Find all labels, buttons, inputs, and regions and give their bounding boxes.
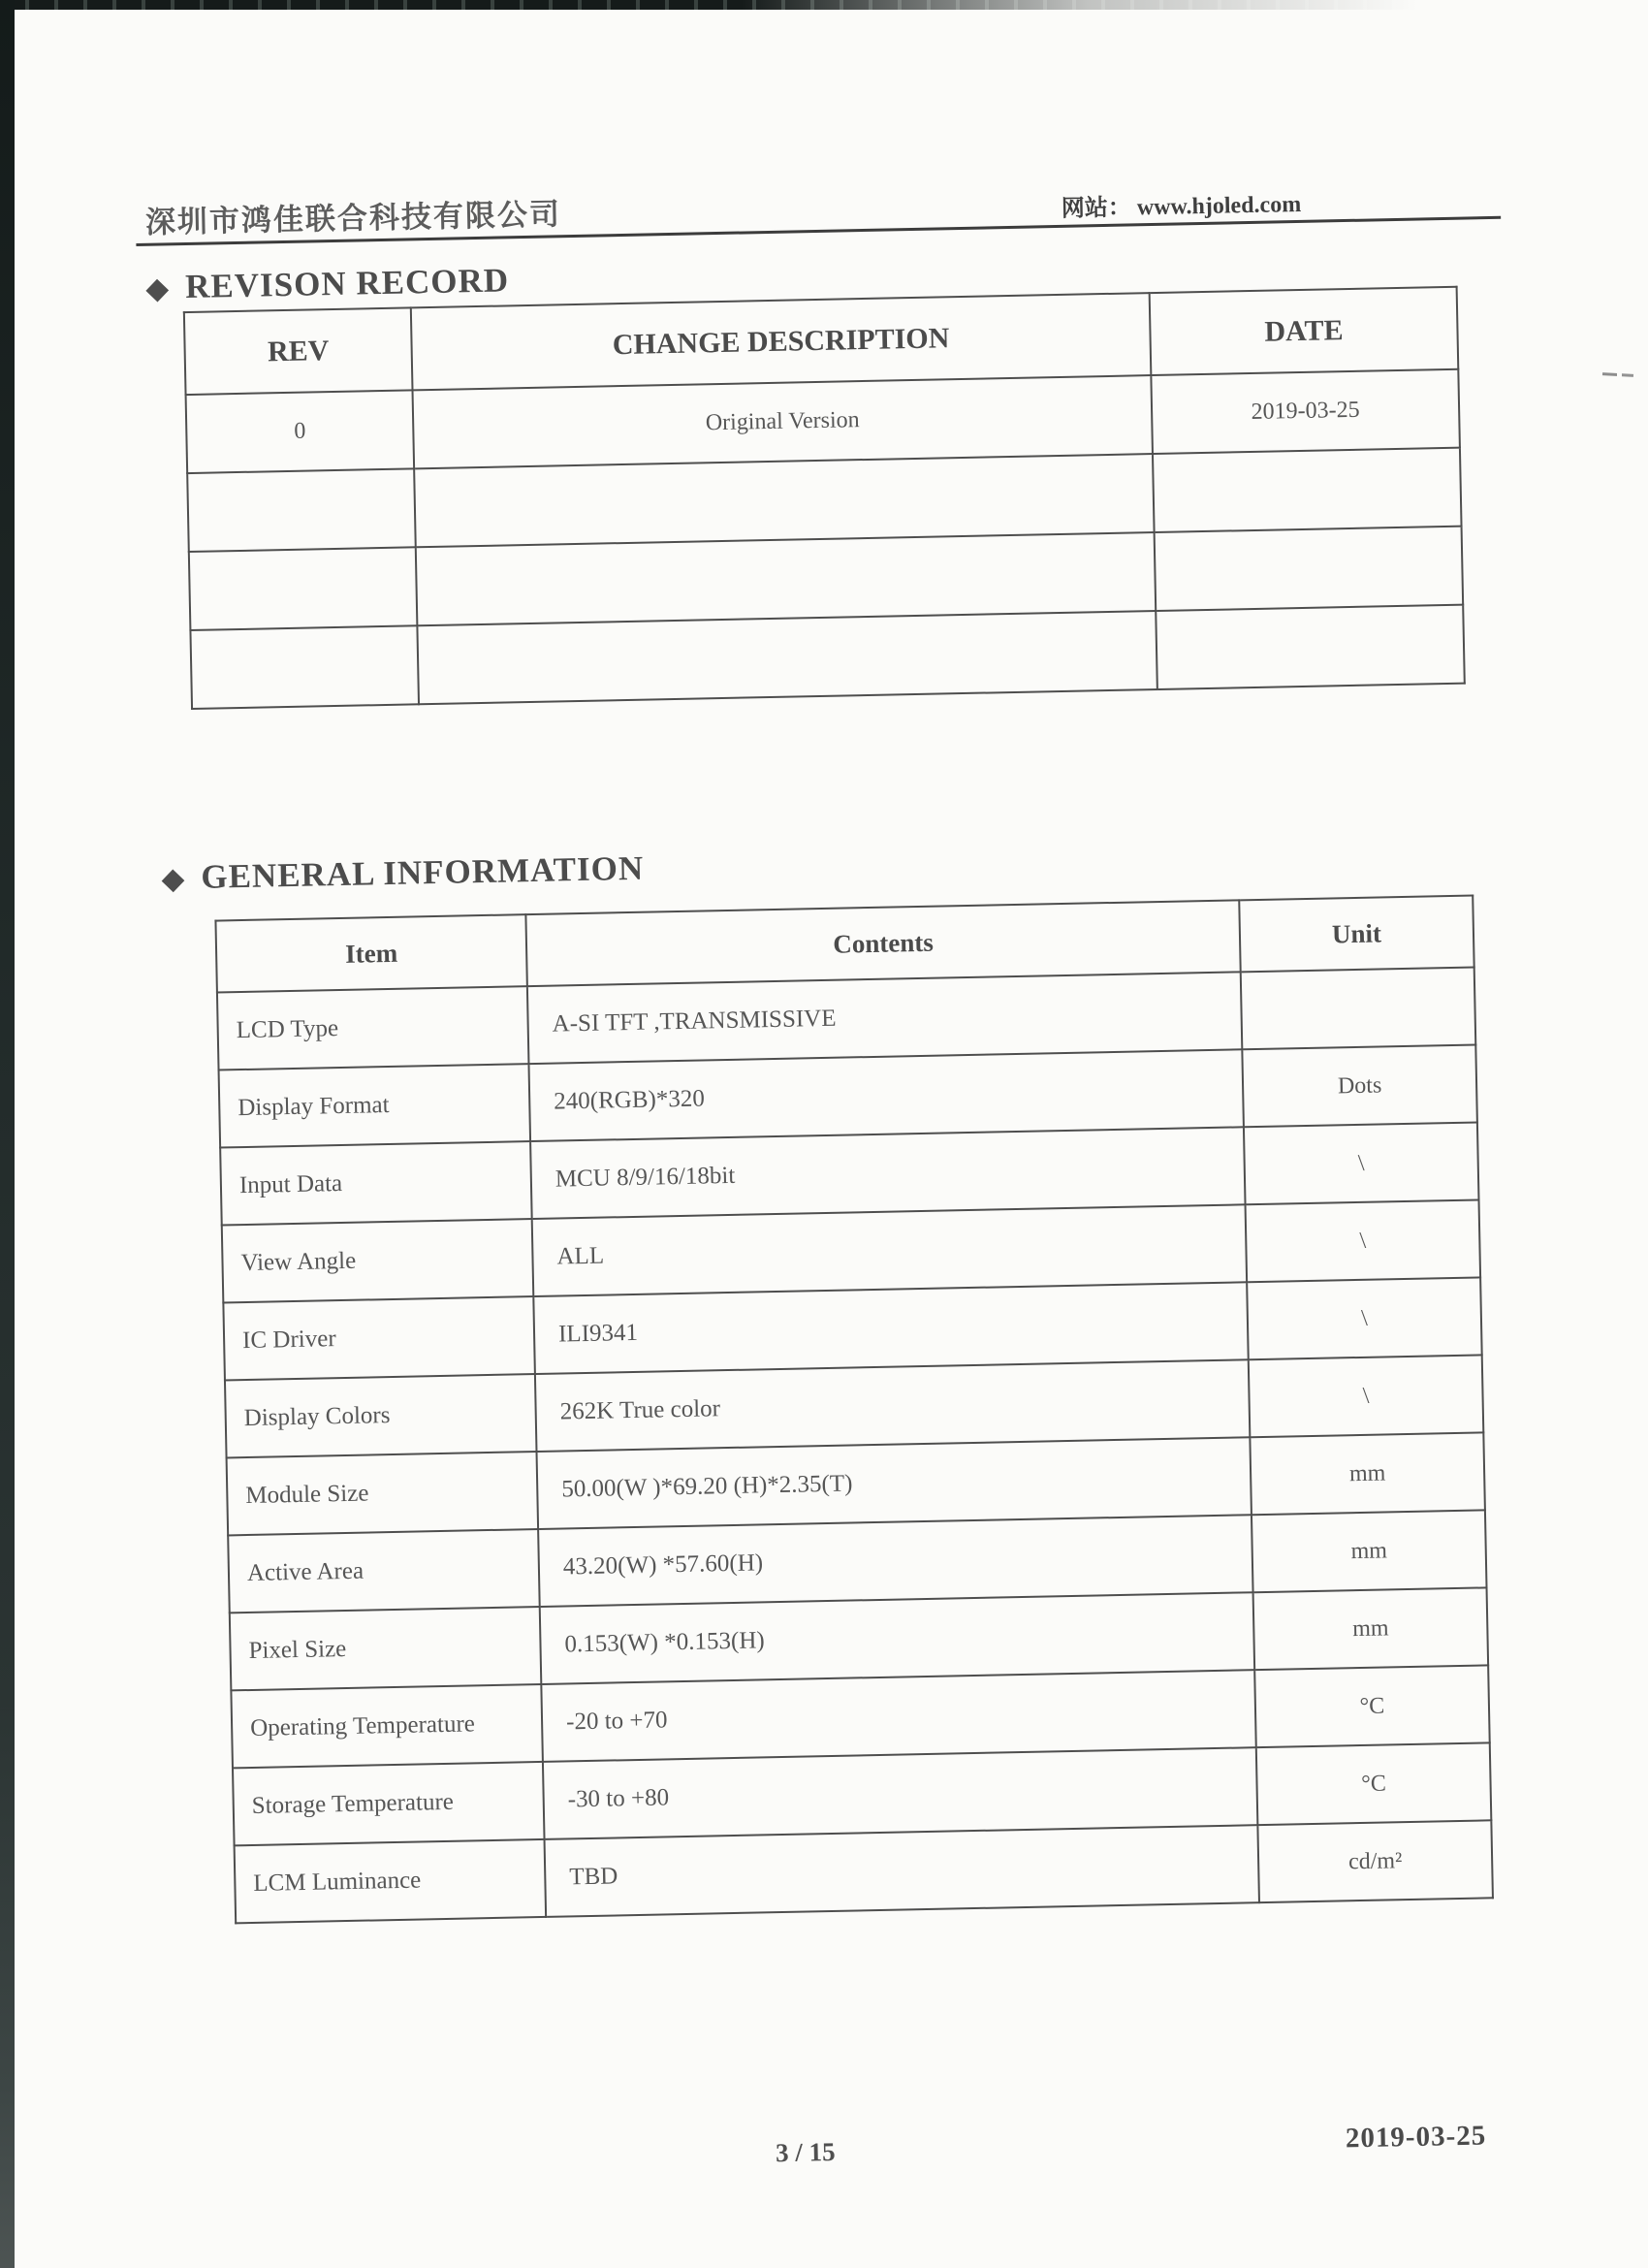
contents-cell: 50.00(W )*69.20 (H)*2.35(T) (537, 1437, 1252, 1529)
date-column-header: DATE (1150, 287, 1459, 375)
revision-section-title (145, 261, 509, 307)
website-label: 网站： (1061, 195, 1132, 222)
contents-cell: ALL (532, 1204, 1247, 1296)
item-cell: Display Format (219, 1064, 531, 1147)
unit-cell: °C (1256, 1742, 1492, 1825)
contents-cell: A-SI TFT ,TRANSMISSIVE (527, 972, 1242, 1064)
scan-edge-top (0, 0, 1648, 10)
general-information-table (214, 894, 1494, 1924)
general-title-text: GENERAL INFORMATION (200, 848, 645, 896)
item-cell: Storage Temperature (233, 1762, 545, 1845)
diamond-bullet-icon: ◆ (161, 861, 186, 896)
item-cell: Pixel Size (230, 1607, 542, 1690)
table-cell (417, 611, 1157, 704)
contents-cell: 43.20(W) *57.60(H) (538, 1515, 1252, 1607)
item-cell: Module Size (227, 1452, 539, 1535)
item-cell: Display Colors (225, 1374, 537, 1457)
table-cell: Original Version (413, 375, 1153, 468)
unit-cell: mm (1252, 1510, 1487, 1592)
company-name: 深圳市鸿佳联合科技有限公司 (144, 197, 562, 240)
table-cell (187, 468, 416, 552)
item-cell: Input Data (220, 1141, 532, 1225)
table-cell (414, 454, 1154, 547)
contents-cell: 0.153(W) *0.153(H) (540, 1592, 1254, 1684)
contents-cell: 262K True color (535, 1359, 1250, 1452)
contents-cell: -30 to +80 (543, 1747, 1257, 1839)
unit-cell: \ (1244, 1122, 1479, 1204)
change-description-column-header: CHANGE DESCRIPTION (411, 293, 1152, 390)
item-cell: Operating Temperature (231, 1684, 543, 1768)
rev-column-header: REV (184, 307, 413, 395)
item-cell: IC Driver (223, 1296, 535, 1380)
contents-cell: ILI9341 (533, 1282, 1248, 1374)
unit-cell: mm (1250, 1432, 1485, 1515)
diamond-bullet-icon: ◆ (144, 271, 171, 305)
unit-cell: °C (1254, 1665, 1490, 1747)
table-cell: 0 (186, 390, 415, 473)
contents-cell: TBD (545, 1825, 1259, 1917)
table-cell (190, 625, 419, 709)
footer-date: 2019-03-25 (1345, 2120, 1487, 2155)
unit-cell (1241, 968, 1476, 1050)
unit-cell: \ (1246, 1199, 1481, 1282)
table-cell (189, 547, 418, 630)
revision-title-text: REVISON RECORD (184, 261, 510, 306)
contents-cell: 240(RGB)*320 (528, 1049, 1243, 1141)
unit-cell: \ (1249, 1355, 1484, 1437)
general-section-title (161, 849, 644, 898)
page-number: 3 / 15 (775, 2136, 836, 2168)
item-cell: Active Area (228, 1529, 540, 1613)
website-line (1061, 184, 1301, 223)
item-cell: View Angle (222, 1219, 534, 1302)
unit-cell: cd/m² (1257, 1820, 1493, 1902)
unit-cell: Dots (1242, 1044, 1477, 1127)
table-cell (1153, 448, 1462, 532)
item-cell: LCD Type (217, 986, 529, 1070)
unit-column-header: Unit (1239, 896, 1474, 973)
table-cell (1156, 605, 1465, 689)
table-cell (1155, 527, 1464, 611)
revision-record-table (183, 286, 1466, 710)
contents-column-header: Contents (525, 900, 1240, 986)
unit-cell: \ (1247, 1277, 1482, 1359)
contents-cell: -20 to +70 (541, 1670, 1255, 1762)
table-cell (416, 532, 1156, 625)
contents-cell: MCU 8/9/16/18bit (530, 1127, 1245, 1219)
item-cell: LCM Luminance (235, 1839, 547, 1923)
item-column-header: Item (215, 914, 526, 992)
website-url: www.hjoled.com (1136, 191, 1302, 221)
unit-cell: mm (1253, 1587, 1489, 1670)
table-cell: 2019-03-25 (1151, 369, 1460, 454)
scan-edge-left (0, 0, 15, 2268)
